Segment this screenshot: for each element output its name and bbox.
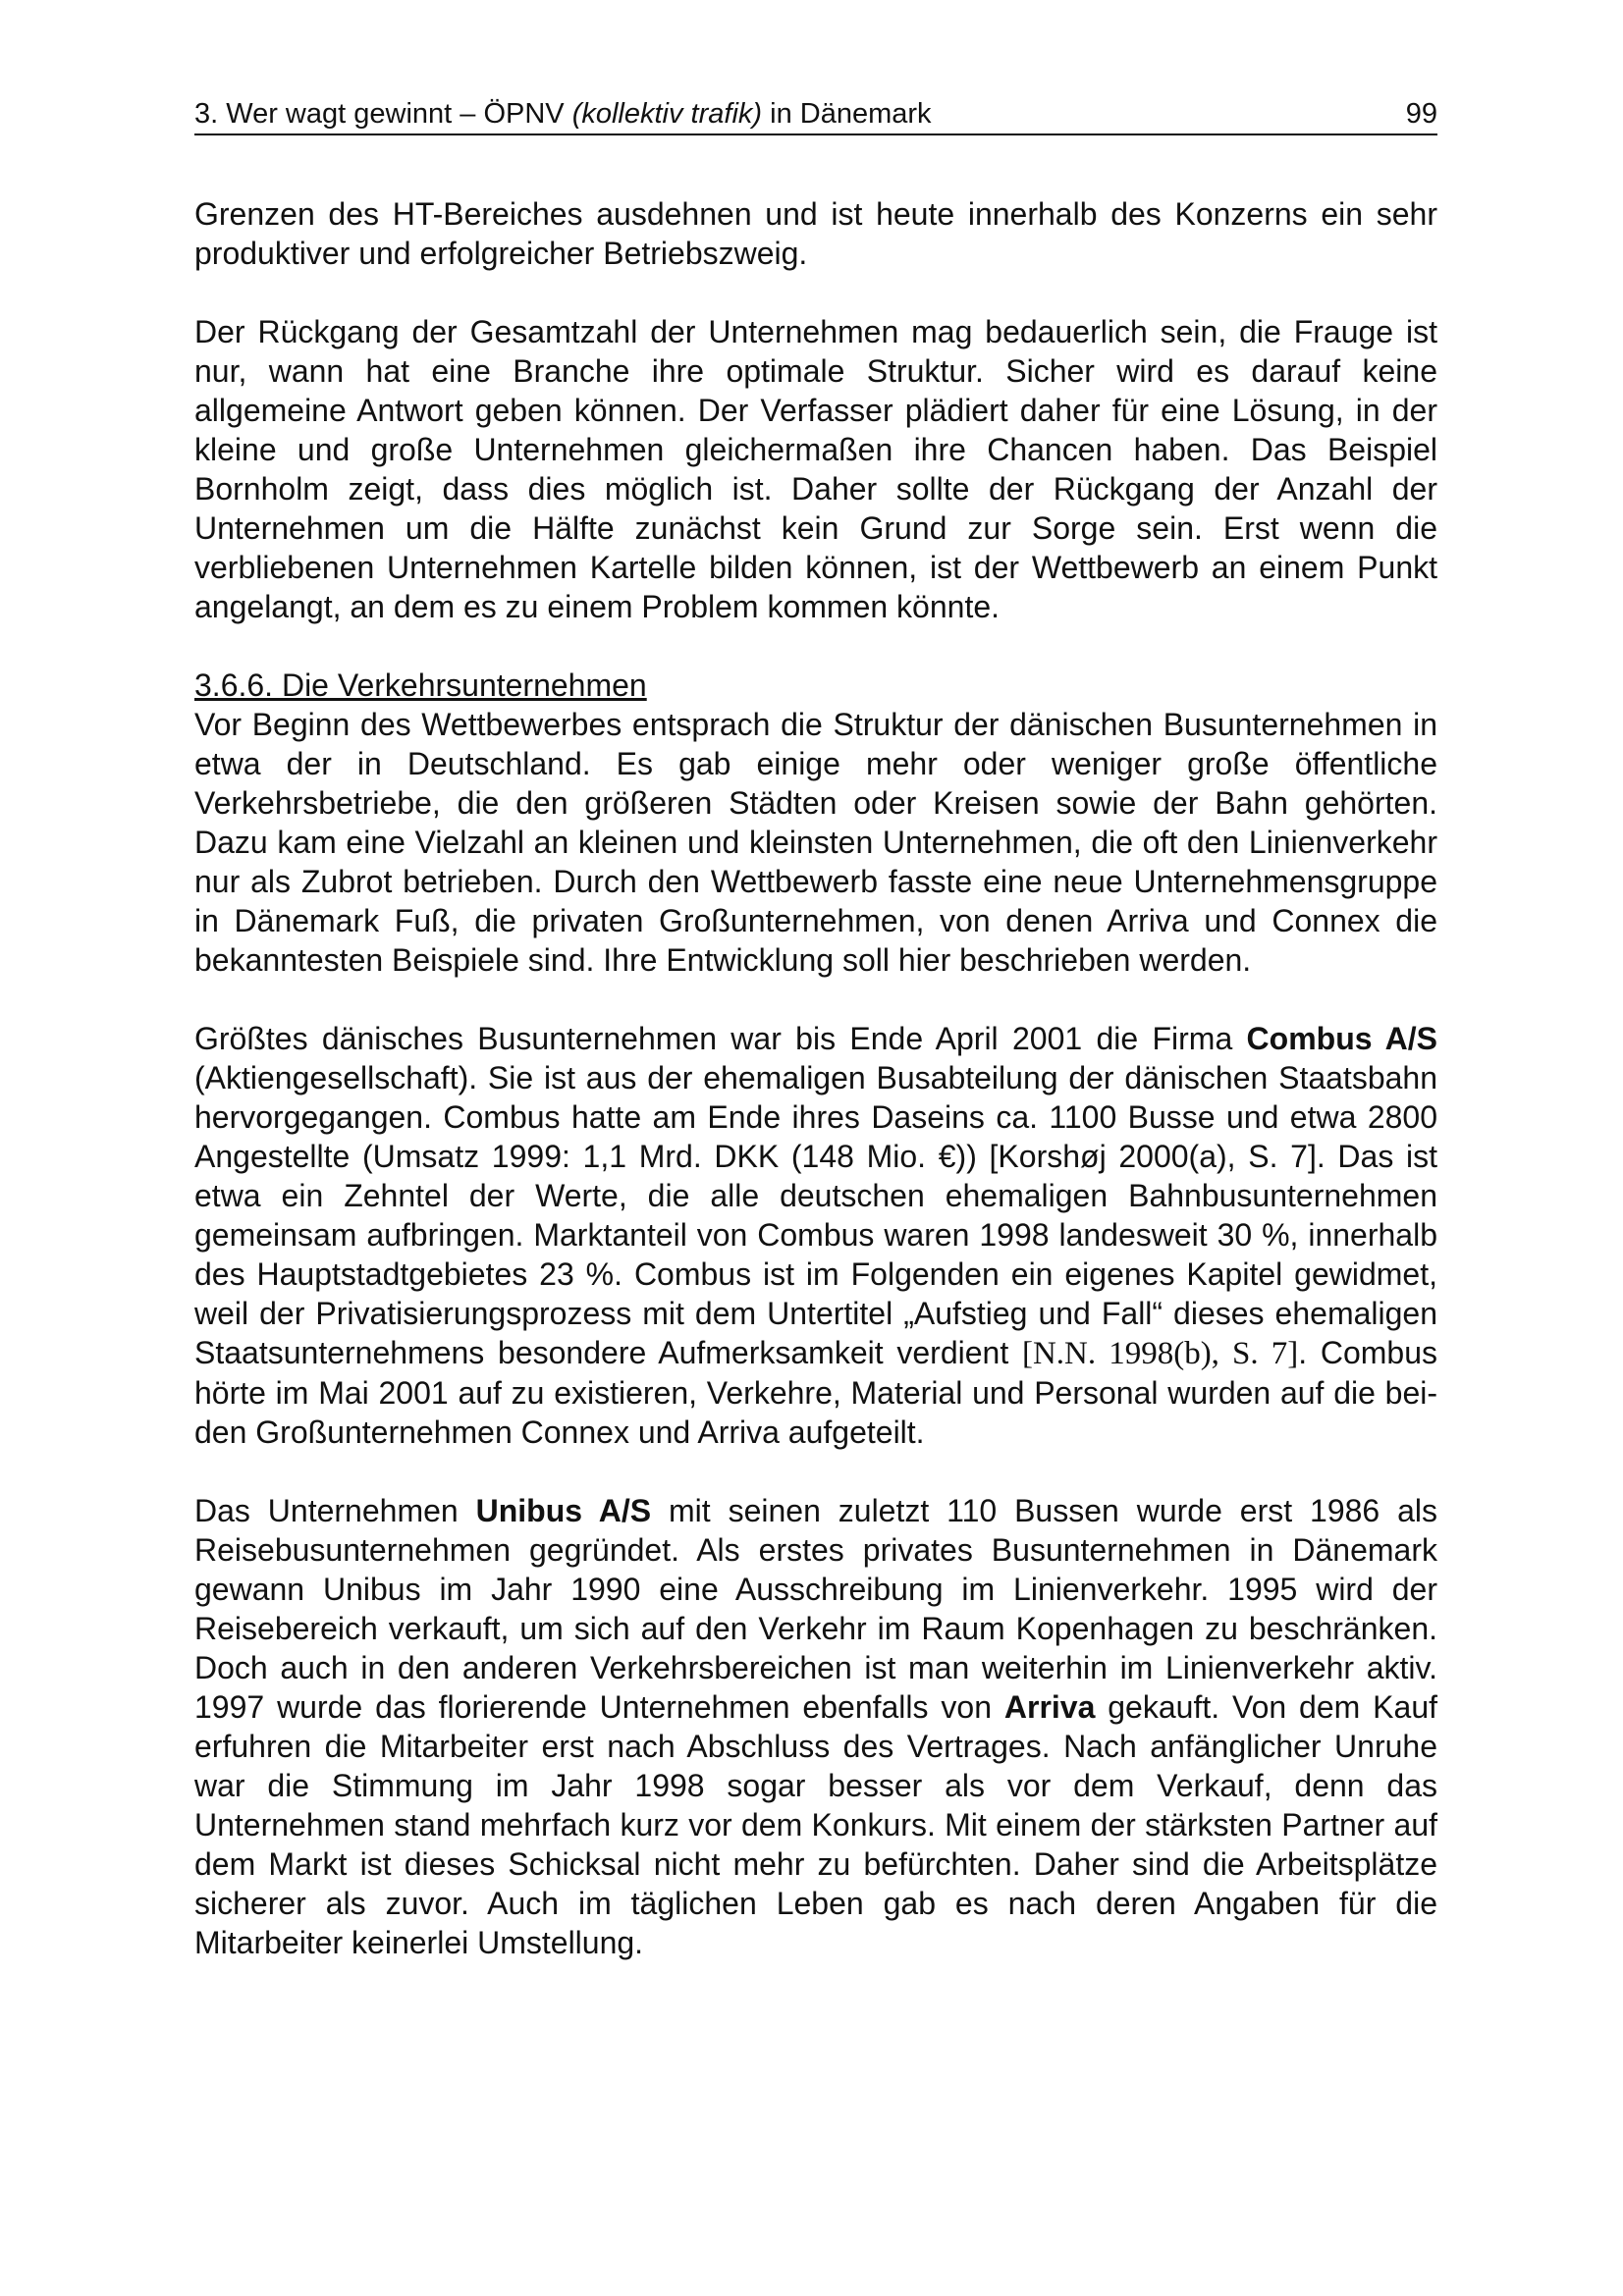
paragraph-4-part-a: Größtes dänisches Busunternehmen war bis Ende April 2001 die Firma [194, 1021, 1247, 1056]
paragraph-4-part-c: . Combus hörte im Mai 2001 auf zu existieren, Verkehre, Material und Personal wurden auf die beiden Großunternehmen Connex und Arriva aufgeteilt. [194, 1335, 1438, 1450]
paragraph-5-part-b: mit seinen zuletzt 110 Bussen wurde erst 1986 als Reisebusunternehmen gegründet. Als erstes privates Busunternehmen in Dänemark gewann Unibus im Jahr 1990 eine Ausschreibung im Linienverkehr. 1995 wird der Reisebereich verkauft, um sich auf den Verkehr im Raum Kopenhagen zu beschränken. Doch auch in den anderen Verkehrsbereichen ist man weiterhin im Linienverkehr aktiv. 1997 wurde das florierende Unternehmen ebenfalls von [194, 1493, 1438, 1725]
paragraph-1: Grenzen des HT-Bereiches ausdehnen und ist heute innerhalb des Konzerns ein sehr produktiver und erfolgreicher Betriebszweig. [194, 196, 1437, 271]
citation: [N.N. 1998(b), S. 7] [1021, 1336, 1299, 1371]
paragraph-3: Vor Beginn des Wettbewerbes entsprach die Struktur der dänischen Busunternehmen in etwa der in Deutschland. Es gab einige mehr oder weniger große öffentliche Verkehrsbetriebe, die den größeren Städten oder Kreisen sowie der Bahn gehörten. Dazu kam eine Vielzahl an kleinen und kleinsten Unternehmen, die oft den Linienverkehr nur als Zubrot betrieben. Durch den Wettbewerb fasste eine neue Unternehmensgruppe in Dänemark Fuß, die privaten Großunternehmen, von denen Arriva und Connex die bekanntesten Beispiele sind. Ihre Entwicklung soll hier beschrieben werden. [194, 707, 1437, 978]
paragraph-4-part-b: (Aktiengesellschaft). Sie ist aus der ehemaligen Busabteilung der dänischen Staatsbahn hervorgegangen. Combus hatte am Ende ihres Daseins ca. 1100 Busse und etwa 2800 Angestellte (Umsatz 1999: 1,1 Mrd. DKK (148 Mio. €)) [Korshøj 2000(a), S. 7]. Das ist etwa ein Zehntel der Werte, die alle deutschen ehemaligen Bahnbusunternehmen gemeinsam aufbringen. Marktanteil von Combus waren 1998 landesweit 30 %, innerhalb des Hauptstadtgebietes 23 %. Combus ist im Folgenden ein eigenes Kapitel gewidmet, weil der Privatisierungsprozess mit dem Untertitel „Aufstieg und Fall“ dieses ehemaligen Staatsunternehmens besondere Aufmerksamkeit verdient [194, 1060, 1437, 1370]
page-number: 99 [1405, 98, 1437, 130]
paragraph-5 [194, 1491, 1437, 1962]
paragraph-2: Der Rückgang der Gesamtzahl der Unternehmen mag bedauerlich sein, die Frauge ist nur, wann hat eine Branche ihre optimale Struktur. Sicher wird es darauf keine allgemeine Antwort geben können. Der Verfasser plädiert daher für eine Lösung, in der kleine und große Unternehmen gleichermaßen ihre Chancen haben. Das Beispiel Bornholm zeigt, dass dies möglich ist. Daher sollte der Rückgang der Anzahl der Unternehmen um die Hälfte zunächst kein Grund zur Sorge sein. Erst wenn die verbliebenen Unternehmen Kartelle bilden können, ist der Wettbewerb an einem Punkt angelangt, an dem es zu einem Problem kommen könnte. [194, 314, 1437, 624]
company-unibus: Unibus A/S [475, 1493, 652, 1528]
document-page [194, 94, 1437, 2002]
company-combus: Combus A/S [1246, 1021, 1438, 1056]
paragraph-5-part-a: Das Unternehmen [194, 1493, 476, 1528]
company-arriva: Arriva [1003, 1689, 1096, 1725]
paragraph-5-part-c: gekauft. Von dem Kauf erfuhren die Mitarbeiter erst nach Abschluss des Vertrages. Nach anfänglicher Unruhe war die Stimmung im Jahr 1998 sogar besser als vor dem Verkauf, denn das Unternehmen stand mehrfach kurz vor dem Konkurs. Mit einem der stärksten Partner auf dem Markt ist dieses Schicksal nicht mehr zu befürchten. Daher sind die Arbeitsplätze sicherer als zuvor. Auch im täglichen Leben gab es nach deren Angaben für die Mitarbeiter keinerlei Umstellung. [194, 1689, 1438, 1960]
chapter-title [194, 98, 932, 130]
chapter-title-prefix: 3. Wer wagt gewinnt – ÖPNV [194, 98, 572, 130]
body-text [194, 194, 1437, 1962]
section-heading: 3.6.6. Die Verkehrsunternehmen [194, 667, 647, 703]
running-header [194, 94, 1437, 135]
chapter-title-suffix: in Dänemark [762, 98, 932, 130]
paragraph-4 [194, 1019, 1437, 1452]
chapter-title-italic: (kollektiv trafik) [571, 98, 763, 130]
